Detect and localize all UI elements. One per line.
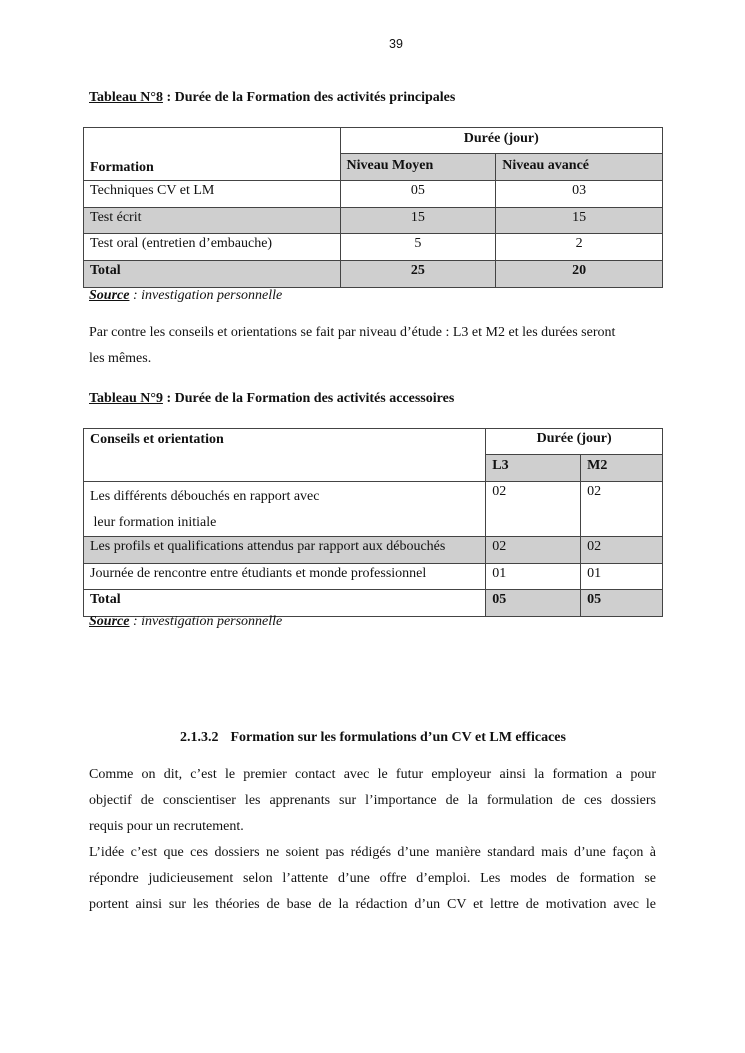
section-title: Formation sur les formulations d’un CV et LM efficaces	[230, 730, 566, 745]
table8-source	[89, 288, 282, 304]
table9	[83, 428, 663, 617]
table-cell: 02	[486, 482, 581, 537]
table-cell: 25	[340, 261, 496, 288]
paragraph-conseils	[89, 320, 656, 372]
section-number: 2.1.3.2	[180, 730, 219, 745]
table-cell: 02	[486, 537, 581, 564]
table-row	[84, 261, 663, 288]
table9-caption-lead: Tableau N°9	[89, 391, 163, 406]
table-cell: 5	[340, 234, 496, 261]
table8-caption	[89, 90, 455, 106]
table8-header-duree: Durée (jour)	[340, 128, 662, 154]
table-row	[84, 564, 663, 590]
table-cell: Les profils et qualifications attendus par rapport aux débouchés	[84, 537, 486, 564]
table-row	[84, 181, 663, 208]
table-cell: 05	[340, 181, 496, 208]
table-cell: 2	[496, 234, 663, 261]
source-text: : investigation personnelle	[129, 614, 283, 629]
table-cell: 15	[340, 208, 496, 234]
body-paragraph-1	[89, 762, 656, 840]
source-label: Source	[89, 288, 130, 303]
table-cell: Total	[84, 261, 341, 288]
table9-header-duree: Durée (jour)	[486, 429, 663, 455]
table-cell: 01	[581, 564, 663, 590]
cell-line: leur formation initiale	[90, 515, 217, 530]
table-cell	[84, 482, 486, 537]
table8-header-formation: Formation	[84, 128, 341, 181]
text-line: Par contre les conseils et orientations se fait par niveau d’étude : L3 et M2 et les durées seront	[89, 325, 616, 340]
table8-header-moyen: Niveau Moyen	[340, 154, 496, 181]
cell-line: Les différents débouchés en rapport avec	[90, 489, 320, 504]
table-cell: Techniques CV et LM	[84, 181, 341, 208]
text-line: requis pour un recrutement.	[89, 819, 244, 834]
table9-source	[89, 614, 282, 630]
table-row	[84, 537, 663, 564]
table-cell: 03	[496, 181, 663, 208]
table-cell: Test oral (entretien d’embauche)	[84, 234, 341, 261]
text-line: portent ainsi sur les théories de base de la rédaction d’un CV et lettre de motivation avec le	[89, 897, 656, 912]
table-cell: 05	[581, 590, 663, 617]
text-line: L’idée c’est que ces dossiers ne soient pas rédigés d’une manière standard mais d’une façon à	[89, 845, 656, 860]
table-cell: 20	[496, 261, 663, 288]
page-number: 39	[389, 37, 403, 51]
table9-header-conseils: Conseils et orientation	[84, 429, 486, 482]
table9-caption	[89, 391, 454, 407]
table-cell: 02	[581, 482, 663, 537]
source-label: Source	[89, 614, 130, 629]
table9-caption-rest: : Durée de la Formation des activités accessoires	[162, 391, 455, 406]
table-cell: Test écrit	[84, 208, 341, 234]
source-text: : investigation personnelle	[129, 288, 283, 303]
table-row	[84, 590, 663, 617]
table-row	[84, 482, 663, 537]
table-cell: 05	[486, 590, 581, 617]
text-line: les mêmes.	[89, 351, 152, 366]
table-cell: 15	[496, 208, 663, 234]
table-row	[84, 208, 663, 234]
table8	[83, 127, 663, 288]
section-heading	[180, 730, 566, 746]
table8-header-avance: Niveau avancé	[496, 154, 663, 181]
table9-header-m2: M2	[581, 455, 663, 482]
table8-caption-rest: : Durée de la Formation des activités principales	[162, 90, 456, 105]
table-cell: Total	[84, 590, 486, 617]
table-cell: 02	[581, 537, 663, 564]
text-line: objectif de conscientiser les apprenants sur l’importance de la formulation de ces dossiers	[89, 793, 656, 808]
table-cell: Journée de rencontre entre étudiants et monde professionnel	[84, 564, 486, 590]
table9-header-l3: L3	[486, 455, 581, 482]
table-cell: 01	[486, 564, 581, 590]
text-line: répondre judicieusement selon l’attente d’une offre d’emploi. Les modes de formation se	[89, 871, 656, 886]
table8-caption-lead: Tableau N°8	[89, 90, 163, 105]
text-line: Comme on dit, c’est le premier contact avec le futur employeur ainsi la formation a pour	[89, 767, 656, 782]
table-row	[84, 234, 663, 261]
body-paragraph-2	[89, 840, 656, 918]
